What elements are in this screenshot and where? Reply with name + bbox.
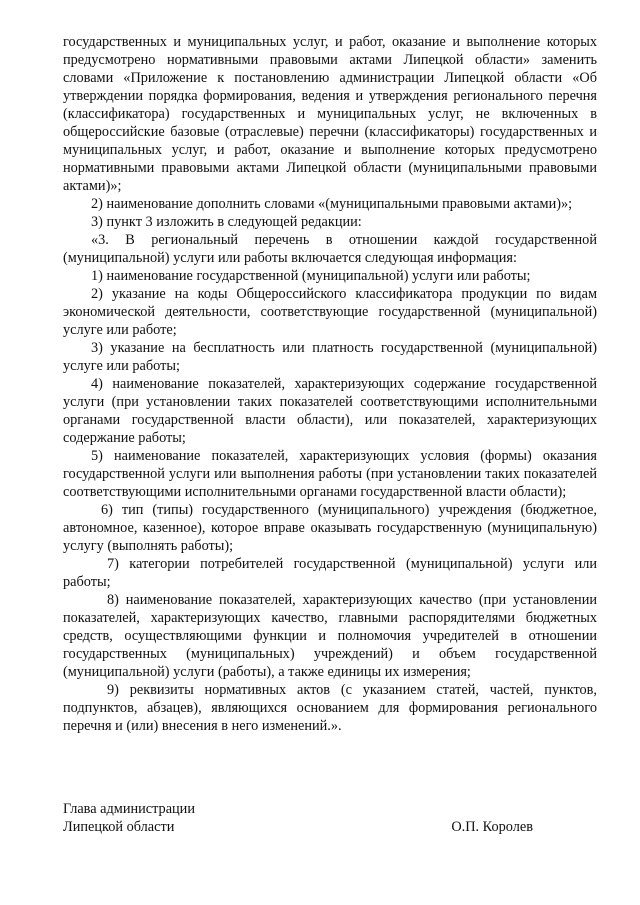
list-item-9: 9) реквизиты нормативных актов (с указанием статей, частей, пунктов, подпунктов, абзацев), являющихся основанием для формирования регионального перечня и (или) внесения в него изменений.».	[63, 682, 597, 734]
list-item-2: 2) указание на коды Общероссийского классификатора продукции по видам экономической деятельности, соответствующие государственной (муниципальной) услуге или работе;	[63, 286, 597, 338]
document-body	[63, 33, 597, 735]
paragraph-item-2: 2) наименование дополнить словами «(муниципальными правовыми актами)»;	[91, 196, 573, 212]
paragraph-item-3: 3) пункт 3 изложить в следующей редакции:	[91, 214, 362, 230]
signature-row	[63, 818, 597, 836]
list-item-3: 3) указание на бесплатность или платность государственной (муниципальной) услуге или работы;	[63, 340, 597, 374]
signatory-title-line2: Липецкой области	[63, 819, 175, 835]
paragraph-continuation: государственных и муниципальных услуг, и работ, оказание и выполнение которых предусмотрено нормативными правовыми актами Липецкой области» заменить словами «Приложение к постановлению администрации Липецкой области «Об утверждении порядка формирования, ведения и утверждения регионального перечня (классификатора) государственных и муниципальных услуг, не включенных в общероссийские базовые (отраслевые) перечни (классификаторы) государственных и муниципальных услуг, и работ, оказание и выполнение которых предусмотрено нормативными правовыми актами Липецкой области (муниципальными правовыми актами)»;	[63, 34, 597, 194]
list-item-1: 1) наименование государственной (муниципальной) услуги или работы;	[91, 268, 531, 284]
list-item-6: 6) тип (типы) государственного (муниципального) учреждения (бюджетное, автономное, казенное), которое вправе оказывать государственную (муниципальную) услугу (выполнять работы);	[63, 502, 597, 554]
list-item-8: 8) наименование показателей, характеризующих качество (при установлении показателей, характеризующих качество, главными распорядителями бюджетных средств, осуществляющими функции и полномочия учредителей в отношении государственных (муниципальных) учреждений) и объем государственной (муниципальной) услуги (работы), а также единицы их измерения;	[63, 592, 597, 680]
signature-block	[63, 800, 597, 836]
list-item-4: 4) наименование показателей, характеризующих содержание государственной услуги (при установлении таких показателей соответствующими исполнительными органами государственной власти области), или показателей, характеризующих содержание работы;	[63, 376, 597, 446]
list-item-5: 5) наименование показателей, характеризующих условия (формы) оказания государственной услуги или выполнения работы (при установлении таких показателей соответствующими исполнительными органами государственной власти области);	[63, 448, 597, 500]
signatory-name: О.П. Королев	[451, 819, 533, 835]
signatory-title-line1: Глава администрации	[63, 801, 195, 817]
paragraph-point-3: «3. В региональный перечень в отношении каждой государственной (муниципальной) услуги или работы включается следующая информация:	[63, 232, 597, 266]
list-item-7: 7) категории потребителей государственной (муниципальной) услуги или работы;	[63, 556, 597, 590]
